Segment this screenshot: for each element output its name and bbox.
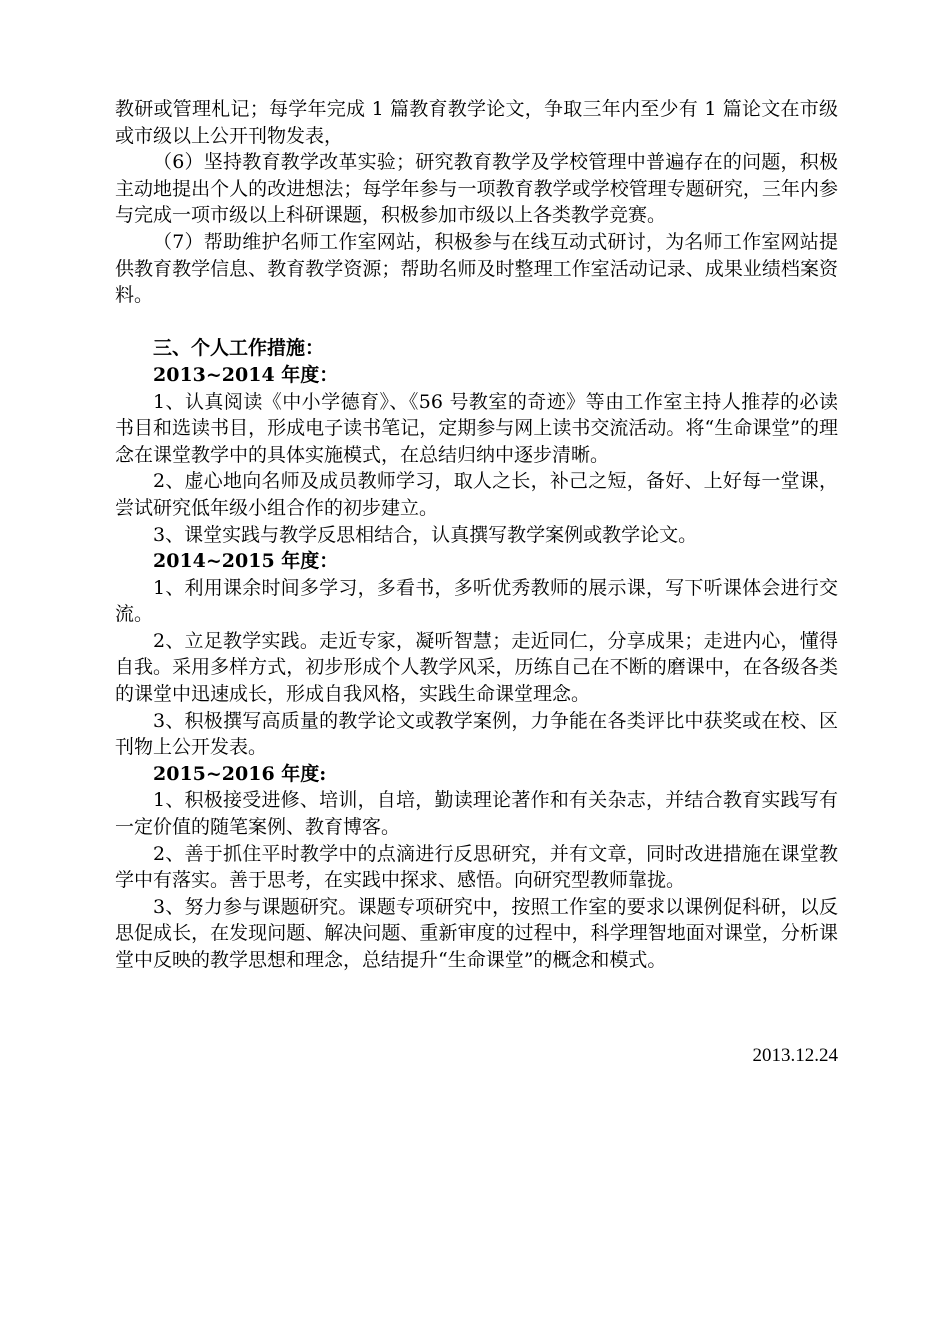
year-heading-2015: 2015~2016 年度: bbox=[153, 762, 327, 785]
year-heading-2014: 2014~2015 年度： bbox=[153, 550, 339, 573]
paragraph-item-6: （6）坚持教育教学改革实验；研究教育教学及学校管理中普遍存在的问题，积极主动地提出个人的改进想法；每学年参与一项教育教学或学校管理专题研究，三年内参与完成一项市级以上科研课题，积极参加市级以上各类教学竞赛。 bbox=[115, 151, 838, 227]
section-heading: 三、个人工作措施： bbox=[153, 337, 325, 360]
list-item: 1、认真阅读《中小学德育》、《56 号教室的奇迹》等由工作室主持人推荐的必读书目和选读书目，形成电子读书笔记，定期参与网上读书交流活动。将“生命课堂”的理念在课堂教学中的具体实施模式，在总结归纳中逐步清晰。 bbox=[115, 390, 838, 466]
year-heading-2013: 2013~2014 年度： bbox=[153, 363, 339, 386]
list-item: 2、善于抓住平时教学中的点滴进行反思研究，并有文章，同时改进措施在课堂教学中有落实。善于思考，在实践中探求、感悟。向研究型教师靠拢。 bbox=[115, 842, 838, 892]
list-item: 2、虚心地向名师及成员教师学习，取人之长，补己之短，备好、上好每一堂课，尝试研究低年级小组合作的初步建立。 bbox=[115, 470, 838, 519]
document-date: 2013.12.24 bbox=[752, 1045, 838, 1066]
list-item: 3、积极撰写高质量的教学论文或教学案例，力争能在各类评比中获奖或在校、区刊物上公开发表。 bbox=[115, 709, 838, 759]
list-item: 2、立足教学实践。走近专家，凝听智慧；走近同仁，分享成果；走进内心，懂得自我。采用多样方式，初步形成个人教学风采，历练自己在不断的磨课中，在各级各类的课堂中迅速成长，形成自我风格，实践生命课堂理念。 bbox=[115, 629, 838, 706]
paragraph-continued: 教研或管理札记；每学年完成 1 篇教育教学论文，争取三年内至少有 1 篇论文在市级或市级以上公开刊物发表， bbox=[115, 98, 838, 147]
list-item: 1、积极接受进修、培训，自培，勤读理论著作和有关杂志，并结合教育实践写有一定价值的随笔案例、教育博客。 bbox=[115, 789, 838, 839]
paragraph-item-7: （7）帮助维护名师工作室网站，积极参与在线互动式研讨，为名师工作室网站提供教育教学信息、教育教学资源；帮助名师及时整理工作室活动记录、成果业绩档案资料。 bbox=[115, 230, 838, 307]
document-body bbox=[115, 96, 838, 974]
list-item: 1、利用课余时间多学习，多看书，多听优秀教师的展示课，写下听课体会进行交流。 bbox=[115, 576, 838, 626]
list-item: 3、课堂实践与教学反思相结合，认真撰写教学案例或教学论文。 bbox=[153, 523, 698, 546]
list-item: 3、努力参与课题研究。课题专项研究中，按照工作室的要求以课例促科研，以反思促成长，在发现问题、解决问题、重新审度的过程中，科学理智地面对课堂，分析课堂中反映的教学思想和理念，总结提升“生命课堂”的概念和模式。 bbox=[115, 895, 838, 971]
